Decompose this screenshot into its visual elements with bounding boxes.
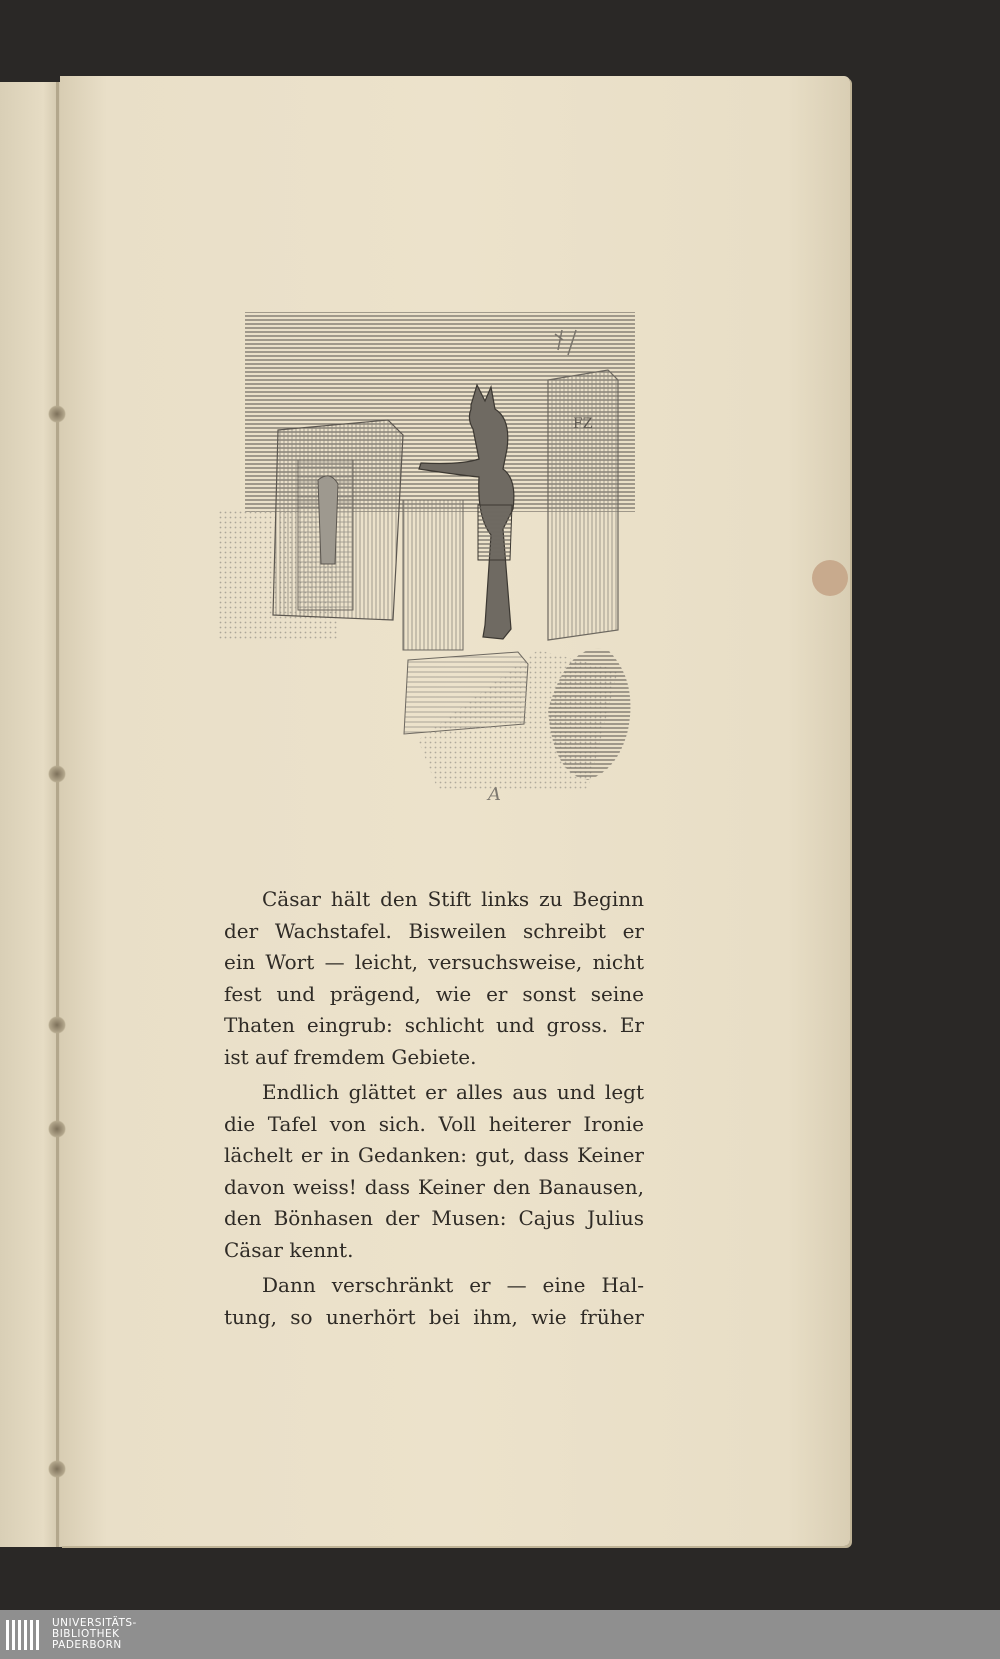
artist-monogram: A xyxy=(488,784,501,805)
left-page-edge xyxy=(0,82,62,1547)
text-line: den Bönhasen der Musen: Cajus Julius xyxy=(224,1206,644,1230)
binding-stitch xyxy=(48,765,66,783)
body-text xyxy=(224,884,644,1333)
text-line: Dann verschränkt er — eine Hal- xyxy=(262,1273,644,1297)
library-name-line: BIBLIOTHEK xyxy=(52,1628,120,1640)
text-line: der Wachstafel. Bisweilen schreibt er xyxy=(224,918,644,943)
text-line: ein Wort — leicht, versuchsweise, nicht xyxy=(224,950,644,974)
binding-stitch xyxy=(48,1460,66,1478)
text-line: Endlich glättet er alles aus und legt xyxy=(262,1080,644,1104)
engraved-initials: FZ xyxy=(573,416,593,432)
text-line: die Tafel von sich. Voll heiterer Ironie xyxy=(224,1111,644,1136)
library-footer xyxy=(0,1610,1000,1659)
text-line: Cäsar kennt. xyxy=(224,1237,354,1262)
engraved-illustration xyxy=(218,310,678,850)
library-bars-logo-icon xyxy=(6,1618,44,1652)
text-line: Thaten eingrub: schlicht und gross. Er xyxy=(224,1013,644,1037)
binding-stitch xyxy=(48,1016,66,1034)
library-name-line: PADERBORN xyxy=(52,1639,122,1651)
binding-stitch xyxy=(48,1120,66,1138)
paragraph xyxy=(224,884,644,1073)
text-line: fest und prägend, wie er sonst seine xyxy=(224,981,644,1006)
text-line: ist auf fremdem Gebiete. xyxy=(224,1044,477,1069)
paragraph xyxy=(224,1077,644,1266)
paragraph xyxy=(224,1270,644,1333)
text-line: tung, so unerhört bei ihm, wie früher xyxy=(224,1304,644,1329)
right-column xyxy=(548,370,618,640)
text-line: davon weiss! dass Keiner den Banausen, xyxy=(224,1174,644,1199)
library-name-line: UNIVERSITÄTS- xyxy=(52,1617,137,1629)
library-name xyxy=(52,1618,137,1651)
binding-gutter xyxy=(56,82,59,1547)
paper-hole xyxy=(812,560,848,596)
binding-stitch xyxy=(48,405,66,423)
text-line: Cäsar hält den Stift links zu Beginn xyxy=(262,887,644,911)
text-line: lächelt er in Gedanken: gut, dass Keiner xyxy=(224,1143,644,1167)
